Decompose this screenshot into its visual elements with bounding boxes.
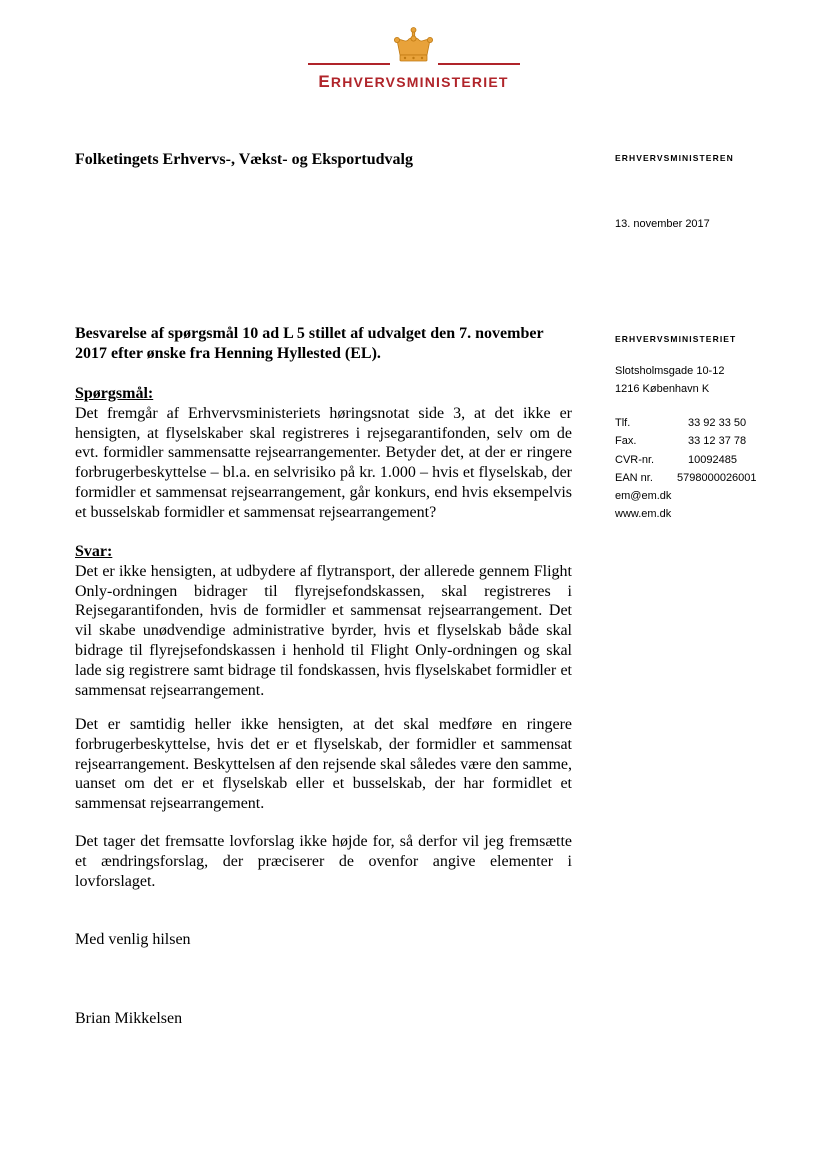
contact-info	[615, 414, 757, 524]
contact-fax: Fax. 33 12 37 78	[615, 435, 747, 448]
recipient: Folketingets Erhvervs-, Vækst- og Eksportudvalg	[75, 151, 413, 168]
answer-paragraph-2: Det er samtidig heller ikke hensigten, at det skal medføre en ringere forbrugerbeskyttelse, hvis det er et flyselskab, der formidler et sammensat rejsearrangement. Beskyttelsen af den rejsende skal således være den samme, uanset om det er et flyselskab eller et busselskab, der har formidlet et sammensat rejsearrangement.	[75, 716, 572, 813]
closing: Med venlig hilsen	[75, 931, 191, 948]
answer-section	[75, 542, 572, 700]
question-text: Det fremgår af Erhvervsministeriets høringsnotat side 3, at det ikke er hensigten, at flyselskaber skal registreres i rejsegarantifonden, selv om de evt. formidler sammensatte rejsearrangementer. Betyder det, at der er ringere forbrugerbeskyttelse – bl.a. en selvrisiko på kr. 1.000 – hvis et flyselskab, der formidler et sammensat rejsearrangement, går konkurs, end hvis eksempelvis et busselskab formidler et sammensat rejsearrangement?	[75, 404, 572, 521]
contact-ean: EAN nr. 5798000026001	[615, 471, 757, 484]
contact-cvr: CVR-nr. 10092485	[615, 453, 737, 466]
address-street: Slotsholmsgade 10-12	[615, 365, 725, 377]
sender-address	[615, 362, 724, 399]
org-title: ERHVERVSMINISTERIET	[615, 334, 737, 344]
question-heading: Spørgsmål:	[75, 385, 154, 402]
letter-subject	[75, 324, 572, 364]
answer-paragraph-2-block	[75, 715, 572, 814]
signature: Brian Mikkelsen	[75, 1010, 183, 1027]
answer-heading: Svar:	[75, 543, 113, 560]
contact-email[interactable]: em@em.dk	[615, 490, 672, 503]
question-section	[75, 384, 572, 523]
sender-title: ERHVERVSMINISTEREN	[615, 153, 734, 163]
answer-paragraph-3-block	[75, 832, 572, 891]
address-city: 1216 København K	[615, 383, 710, 396]
subject-line: Besvarelse af spørgsmål 10 ad L 5 stillet af udvalget den 7. november 2017 efter ønske fra Henning Hyllested (EL).	[75, 325, 544, 362]
logo-rule-left	[308, 63, 390, 65]
contact-phone: Tlf. 33 92 33 50	[615, 417, 747, 429]
logo-rule-right	[438, 63, 520, 65]
logo-wordmark: ERHVERVSMINISTERIET	[318, 72, 509, 91]
crown-icon	[391, 26, 436, 66]
answer-paragraph-1: Det er ikke hensigten, at udbydere af flytransport, der allerede gennem Flight Only-ordningen bidrager til flyrejsefondskassen, skal registreres i Rejsegarantifonden, hvis de formidler et sammensat rejsearrangement. Det vil skabe unødvendige administrative byrder, hvis et flyselskab både skal bidrage til flyrejsefondskassen i henhold til Flight Only-ordningen og skal lade sig registrere samt bidrage til fondskassen, hvis flyselskabet formidler et sammensat rejsearrangement.	[75, 562, 572, 699]
letter-date: 13. november 2017	[615, 218, 710, 230]
answer-paragraph-3: Det tager det fremsatte lovforslag ikke højde for, så derfor vil jeg fremsætte et ændringsforslag, der præciserer de ovenfor angive elementer i lovforslaget.	[75, 833, 572, 890]
ministry-logo	[0, 26, 827, 98]
contact-website[interactable]: www.em.dk	[615, 508, 672, 521]
